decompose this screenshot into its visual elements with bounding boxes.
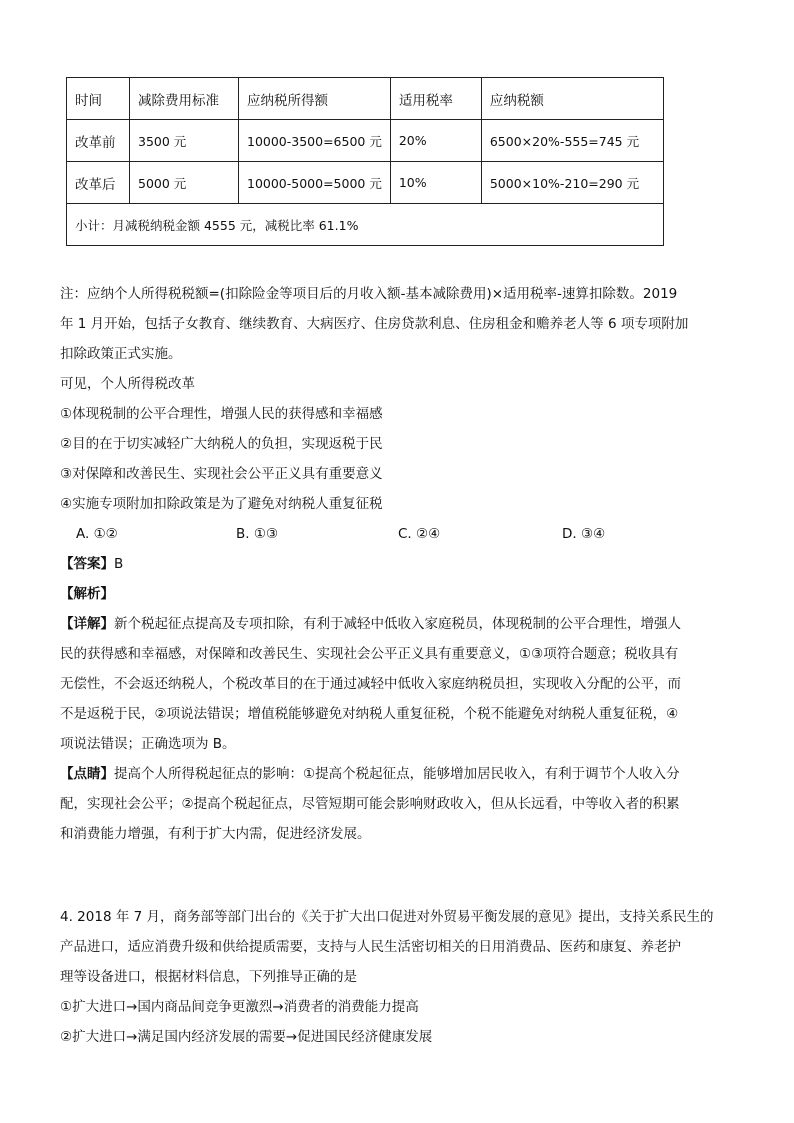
answer-line: [60, 549, 740, 579]
table-summary-cell: 小计：月减税纳税金额 4555 元，减税比率 61.1%: [67, 204, 664, 246]
detail-label: 【详解】: [60, 616, 114, 632]
detail-line: 项说法错误；正确选项为 B。: [60, 736, 236, 752]
table-cell: 3500 元: [130, 120, 239, 162]
table-cell: 20%: [390, 120, 481, 162]
detail-text: 新个税起征点提高及专项扣除，有利于减轻中低收入家庭税员，体现税制的公平合理性，增强人: [114, 616, 681, 632]
detail-line: 无偿性，不会返还纳税人，个税改革目的在于通过减轻中低收入家庭纳税员担，实现收入分配的公平，而: [60, 676, 681, 692]
choice-a: A. ①②: [76, 526, 118, 542]
tip-line: [60, 759, 740, 789]
question-4: [60, 902, 740, 1052]
note-line: 注：应纳个人所得税税额=(扣除险金等项目后的月收入额-基本减除费用)×适用税率-速算扣除数。2019: [60, 286, 678, 302]
table-cell: 改革后: [67, 162, 130, 204]
q4-line: 4. 2018 年 7 月，商务部等部门出台的《关于扩大出口促进对外贸易平衡发展的意见》提出，支持关系民生的: [60, 909, 714, 925]
choice-b: B. ①③: [236, 526, 279, 542]
table-summary-row: [67, 204, 664, 246]
table-cell: 改革前: [67, 120, 130, 162]
choice-c: C. ②④: [398, 526, 441, 542]
table-cell: 10%: [390, 162, 481, 204]
choice-d: D. ③④: [562, 526, 606, 542]
table-header-cell: 减除费用标准: [130, 78, 239, 120]
statement-4: ④实施专项附加扣除政策是为了避免对纳税人重复征税: [60, 496, 383, 512]
table-row: [67, 120, 664, 162]
q4-option-1: ①扩大进口→国内商品间竞争更激烈→消费者的消费能力提高: [60, 999, 419, 1015]
question-stem: 可见，个人所得税改革: [60, 376, 195, 392]
tax-comparison-table: [66, 77, 664, 246]
table-cell: 5000×10%-210=290 元: [481, 162, 663, 204]
answer-label: 【答案】: [60, 556, 114, 572]
statement-1: ①体现税制的公平合理性，增强人民的获得感和幸福感: [60, 406, 383, 422]
table-header-cell: 时间: [67, 78, 130, 120]
q4-option-2: ②扩大进口→满足国内经济发展的需要→促进国民经济健康发展: [60, 1029, 433, 1045]
table-header-cell: 应纳税额: [481, 78, 663, 120]
table-cell: 10000-5000=5000 元: [239, 162, 391, 204]
statement-3: ③对保障和改善民生、实现社会公平正义具有重要意义: [60, 466, 383, 482]
note-line: 年 1 月开始，包括子女教育、继续教育、大病医疗、住房贷款利息、住房租金和赡养老人等 6 项专项附加: [60, 316, 689, 332]
detail-line: 民的获得感和幸福感，对保障和改善民生、实现社会公平正义具有重要意义，①③项符合题意；税收具有: [60, 646, 679, 662]
table-header-cell: 应纳税所得额: [239, 78, 391, 120]
table-header-row: [67, 78, 664, 120]
tip-label: 【点睛】: [60, 766, 114, 782]
statement-2: ②目的在于切实减轻广大纳税人的负担，实现返税于民: [60, 436, 383, 452]
table-cell: 6500×20%-555=745 元: [481, 120, 663, 162]
q4-line: 产品进口，适应消费升级和供给提质需要，支持与人民生活密切相关的日用消费品、医药和康复、养老护: [60, 939, 681, 955]
tip-text: 提高个人所得税起征点的影响：①提高个税起征点，能够增加居民收入，有利于调节个人收入分: [114, 766, 680, 782]
detail-line: 不是返税于民，②项说法错误；增值税能够避免对纳税人重复征税，个税不能避免对纳税人重复征税，④: [60, 706, 679, 722]
note-line: 扣除政策正式实施。: [60, 346, 182, 362]
table-cell: 10000-3500=6500 元: [239, 120, 391, 162]
q4-line: 理等设备进口，根据材料信息，下列推导正确的是: [60, 969, 357, 985]
table-cell: 5000 元: [130, 162, 239, 204]
analysis-label: 【解析】: [60, 586, 114, 602]
table-header-cell: 适用税率: [390, 78, 481, 120]
table-row: [67, 162, 664, 204]
tip-line: 和消费能力增强，有利于扩大内需，促进经济发展。: [60, 826, 371, 842]
answer-value: B: [114, 556, 124, 572]
detail-line: [60, 609, 740, 639]
question-3-body: [60, 279, 740, 849]
answer-choices: [60, 519, 740, 549]
tip-line: 配，实现社会公平；②提高个税起征点，尽管短期可能会影响财政收入，但从长远看，中等收入者的积累: [60, 796, 680, 812]
